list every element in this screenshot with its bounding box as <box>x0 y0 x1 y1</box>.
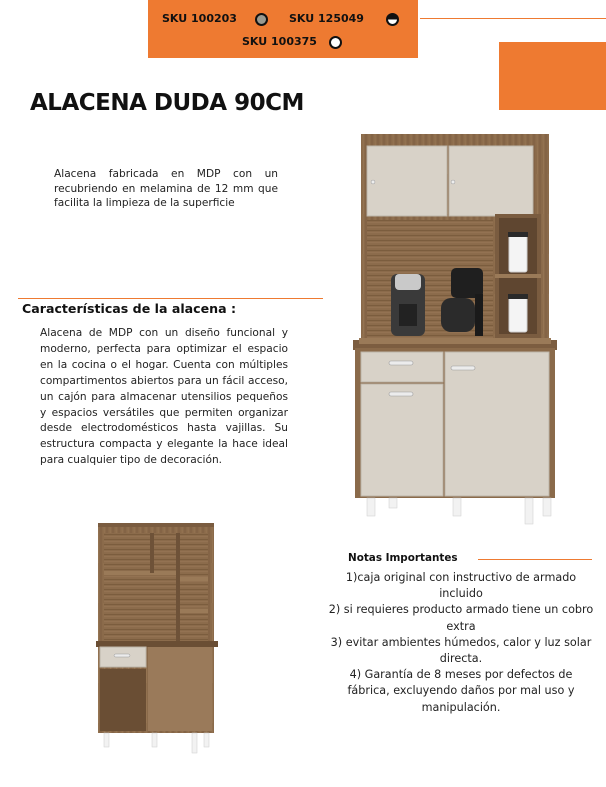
product-image-front <box>353 134 563 526</box>
note-item: 1)caja original con instructivo de armado incluido <box>345 571 577 601</box>
notes-list <box>327 570 595 716</box>
page-title: ALACENA DUDA 90CM <box>30 90 304 116</box>
color-swatch-icon-1[interactable] <box>255 13 268 26</box>
note-item: 2) si requieres producto armado tiene un cobro extra <box>328 603 594 633</box>
note-item: 3) evitar ambientes húmedos, calor y luz solar directa. <box>330 635 592 666</box>
sku-code-1: SKU 100203 <box>162 12 237 25</box>
product-image-empty <box>94 523 222 755</box>
color-swatch-icon-3[interactable] <box>329 36 342 49</box>
features-body: Alacena de MDP con un diseño funcional y moderno, perfecta para optimizar el espacio en la cocina o el hogar. Cuenta con múltiples compartimentos abiertos para un fácil acceso, un cajón para almacenar utensilios pequeños y espacios versátiles que permiten organizar desde electrodomésticos hasta vajillas. Su estructura compacta y elegante la hace ideal para cualquier tipo de decoración. <box>40 327 288 467</box>
notes-divider-line <box>478 559 592 560</box>
notes-heading: Notas Importantes <box>348 552 458 564</box>
product-description: Alacena fabricada en MDP con un recubriendo en melamina de 12 mm que facilita la limpieza de la superficie <box>54 168 278 209</box>
note-item: 4) Garantía de 8 meses por defectos de fábrica, excluyendo daños por mal uso y manipulación. <box>347 668 575 714</box>
sku-code-2: SKU 125049 <box>289 12 364 25</box>
header-divider-line <box>420 18 606 19</box>
sku-header-box <box>148 0 418 58</box>
sku-code-3: SKU 100375 <box>242 35 317 48</box>
corner-accent-block <box>499 42 606 110</box>
features-divider-line <box>18 298 323 299</box>
color-swatch-icon-2[interactable] <box>386 13 399 26</box>
features-heading: Características de la alacena : <box>22 301 237 316</box>
